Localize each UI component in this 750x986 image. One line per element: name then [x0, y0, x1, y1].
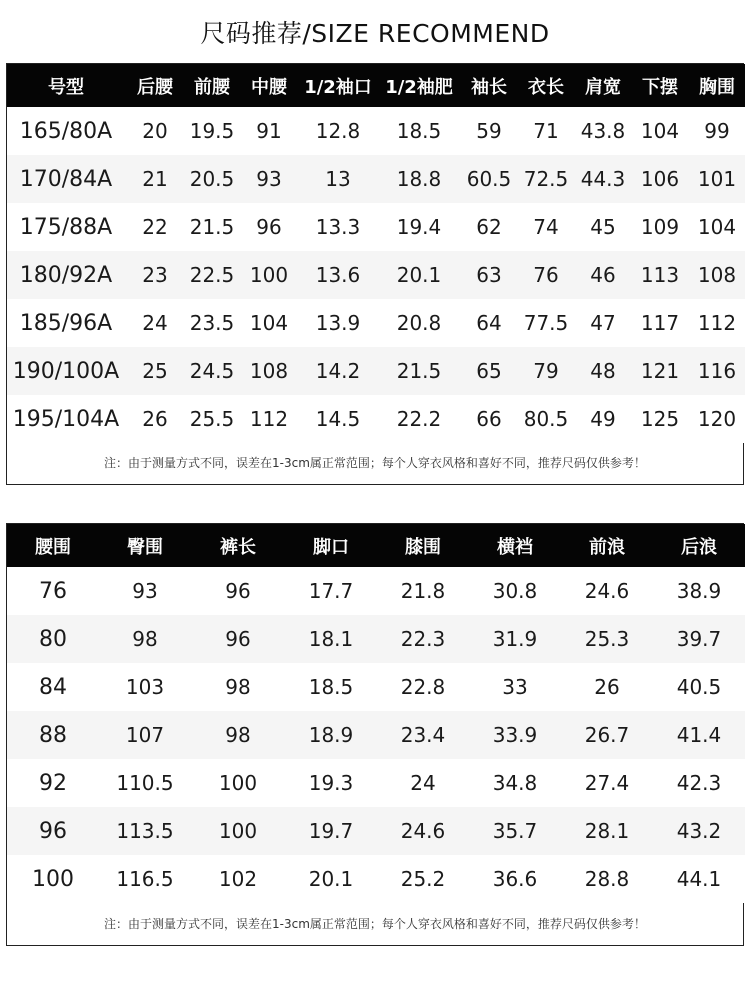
column-header: 衣长 [528, 76, 564, 98]
table-cell: 17.7 [285, 567, 377, 615]
table-cell: 38.9 [653, 567, 745, 615]
table-row [7, 347, 745, 395]
table-cell: 18.5 [377, 107, 461, 155]
pants-size-table-panel [6, 523, 744, 946]
table-cell: 19.7 [285, 807, 377, 855]
table-cell: 125 [631, 395, 689, 443]
table-cell: 112 [239, 395, 299, 443]
table-cell: 19.5 [185, 107, 239, 155]
table-cell: 24.5 [185, 347, 239, 395]
table-cell: 93 [99, 567, 191, 615]
table-cell: 106 [631, 155, 689, 203]
table-cell: 44.3 [575, 155, 631, 203]
size-label-cell: 80 [7, 615, 99, 663]
table-cell: 18.9 [285, 711, 377, 759]
table-cell: 21.5 [377, 347, 461, 395]
column-header: 前浪 [589, 536, 625, 558]
table-cell: 23 [125, 251, 185, 299]
table-cell: 79 [517, 347, 575, 395]
table-cell: 104 [239, 299, 299, 347]
table-cell: 35.7 [469, 807, 561, 855]
size-label-cell: 170/84A [7, 155, 125, 203]
table-cell: 25.3 [561, 615, 653, 663]
table-row [7, 711, 745, 759]
table-cell: 108 [239, 347, 299, 395]
table-row [7, 567, 745, 615]
column-header: 膝围 [405, 536, 441, 558]
table-cell: 31.9 [469, 615, 561, 663]
table-cell: 39.7 [653, 615, 745, 663]
table-cell: 108 [689, 251, 745, 299]
size-label-cell: 96 [7, 807, 99, 855]
table-cell: 49 [575, 395, 631, 443]
size-label-cell: 88 [7, 711, 99, 759]
table-cell: 113 [631, 251, 689, 299]
table-cell: 20 [125, 107, 185, 155]
table-cell: 26 [561, 663, 653, 711]
table-cell: 101 [689, 155, 745, 203]
table-cell: 117 [631, 299, 689, 347]
table-row [7, 203, 745, 251]
table-cell: 14.5 [299, 395, 377, 443]
table-cell: 26.7 [561, 711, 653, 759]
table-cell: 104 [689, 203, 745, 251]
table-cell: 110.5 [99, 759, 191, 807]
column-header: 1/2袖肥 [385, 76, 453, 98]
table-cell: 22.5 [185, 251, 239, 299]
table-cell: 100 [191, 807, 285, 855]
table-cell: 103 [99, 663, 191, 711]
table-cell: 28.8 [561, 855, 653, 903]
table-cell: 64 [461, 299, 517, 347]
table-cell: 18.5 [285, 663, 377, 711]
table-cell: 96 [191, 567, 285, 615]
table-cell: 109 [631, 203, 689, 251]
table-cell: 45 [575, 203, 631, 251]
table-cell: 22.2 [377, 395, 461, 443]
column-header: 后腰 [137, 76, 173, 98]
column-header: 臀围 [127, 536, 163, 558]
size-label-cell: 92 [7, 759, 99, 807]
table-cell: 13.6 [299, 251, 377, 299]
column-header: 中腰 [251, 76, 287, 98]
table-cell: 107 [99, 711, 191, 759]
table-cell: 43.8 [575, 107, 631, 155]
table-cell: 28.1 [561, 807, 653, 855]
top-size-table-panel [6, 63, 744, 485]
table-cell: 96 [239, 203, 299, 251]
size-label-cell: 180/92A [7, 251, 125, 299]
size-label-cell: 100 [7, 855, 99, 903]
table-cell: 13.3 [299, 203, 377, 251]
size-label-cell: 175/88A [7, 203, 125, 251]
table-cell: 99 [689, 107, 745, 155]
table-cell: 98 [191, 711, 285, 759]
column-header: 裤长 [220, 536, 256, 558]
table-cell: 48 [575, 347, 631, 395]
column-header: 下摆 [642, 76, 678, 98]
size-label-cell: 76 [7, 567, 99, 615]
page-title: 尺码推荐/SIZE RECOMMEND [200, 19, 550, 48]
table-cell: 112 [689, 299, 745, 347]
table-cell: 113.5 [99, 807, 191, 855]
table-cell: 33 [469, 663, 561, 711]
table-cell: 59 [461, 107, 517, 155]
table-cell: 116.5 [99, 855, 191, 903]
table-cell: 33.9 [469, 711, 561, 759]
table-cell: 25 [125, 347, 185, 395]
table-cell: 12.8 [299, 107, 377, 155]
table-header-row [7, 64, 745, 107]
table-cell: 13.9 [299, 299, 377, 347]
table-cell: 22.8 [377, 663, 469, 711]
table-cell: 27.4 [561, 759, 653, 807]
table-cell: 63 [461, 251, 517, 299]
column-header: 1/2袖口 [304, 76, 372, 98]
column-header: 胸围 [699, 76, 735, 98]
column-header: 号型 [48, 76, 84, 98]
table-row [7, 155, 745, 203]
table-cell: 24 [125, 299, 185, 347]
table-cell: 60.5 [461, 155, 517, 203]
table-cell: 40.5 [653, 663, 745, 711]
table-row [7, 615, 745, 663]
table-cell: 104 [631, 107, 689, 155]
table-cell: 13 [299, 155, 377, 203]
table-cell: 22.3 [377, 615, 469, 663]
table-cell: 42.3 [653, 759, 745, 807]
table-cell: 30.8 [469, 567, 561, 615]
table-cell: 23.4 [377, 711, 469, 759]
table-cell: 20.1 [285, 855, 377, 903]
table-row [7, 395, 745, 443]
table-cell: 66 [461, 395, 517, 443]
measurement-note: 注：由于测量方式不同，误差在1-3cm属正常范围；每个人穿衣风格和喜好不同，推荐尺码仅供参考！ [104, 917, 646, 931]
table-cell: 20.5 [185, 155, 239, 203]
column-header: 前腰 [194, 76, 230, 98]
table-cell: 23.5 [185, 299, 239, 347]
column-header: 脚口 [313, 536, 349, 558]
table-cell: 24 [377, 759, 469, 807]
table-cell: 65 [461, 347, 517, 395]
top-size-table [7, 64, 745, 443]
table-cell: 25.5 [185, 395, 239, 443]
table-cell: 100 [239, 251, 299, 299]
table-cell: 21.8 [377, 567, 469, 615]
table-cell: 98 [99, 615, 191, 663]
table-cell: 116 [689, 347, 745, 395]
table-cell: 46 [575, 251, 631, 299]
measurement-note: 注：由于测量方式不同，误差在1-3cm属正常范围；每个人穿衣风格和喜好不同，推荐尺码仅供参考！ [104, 456, 646, 470]
size-label-cell: 165/80A [7, 107, 125, 155]
size-label-cell: 84 [7, 663, 99, 711]
table-cell: 14.2 [299, 347, 377, 395]
column-header: 袖长 [471, 76, 507, 98]
table-cell: 71 [517, 107, 575, 155]
table-cell: 77.5 [517, 299, 575, 347]
table-cell: 98 [191, 663, 285, 711]
pants-size-table [7, 524, 745, 903]
table-cell: 20.8 [377, 299, 461, 347]
table-row [7, 251, 745, 299]
table-cell: 121 [631, 347, 689, 395]
table-cell: 24.6 [561, 567, 653, 615]
column-header: 腰围 [35, 536, 71, 558]
table-cell: 26 [125, 395, 185, 443]
table-cell: 24.6 [377, 807, 469, 855]
table-cell: 20.1 [377, 251, 461, 299]
size-label-cell: 190/100A [7, 347, 125, 395]
table-cell: 34.8 [469, 759, 561, 807]
table-header-row [7, 524, 745, 567]
table-cell: 80.5 [517, 395, 575, 443]
table-cell: 25.2 [377, 855, 469, 903]
table-cell: 41.4 [653, 711, 745, 759]
table-cell: 44.1 [653, 855, 745, 903]
table-cell: 18.8 [377, 155, 461, 203]
table-row [7, 299, 745, 347]
table-cell: 19.3 [285, 759, 377, 807]
table-cell: 19.4 [377, 203, 461, 251]
table-row [7, 107, 745, 155]
table-cell: 120 [689, 395, 745, 443]
table-cell: 72.5 [517, 155, 575, 203]
table-cell: 96 [191, 615, 285, 663]
size-label-cell: 185/96A [7, 299, 125, 347]
table-cell: 21.5 [185, 203, 239, 251]
table-cell: 62 [461, 203, 517, 251]
table-row [7, 759, 745, 807]
table-cell: 91 [239, 107, 299, 155]
column-header: 后浪 [681, 536, 717, 558]
table-cell: 100 [191, 759, 285, 807]
table-cell: 36.6 [469, 855, 561, 903]
table-cell: 93 [239, 155, 299, 203]
column-header: 横裆 [497, 536, 533, 558]
table-row [7, 855, 745, 903]
table-cell: 43.2 [653, 807, 745, 855]
table-cell: 47 [575, 299, 631, 347]
table-row [7, 807, 745, 855]
table-cell: 76 [517, 251, 575, 299]
table-cell: 102 [191, 855, 285, 903]
table-cell: 22 [125, 203, 185, 251]
column-header: 肩宽 [585, 76, 621, 98]
table-row [7, 663, 745, 711]
table-cell: 74 [517, 203, 575, 251]
size-label-cell: 195/104A [7, 395, 125, 443]
table-cell: 18.1 [285, 615, 377, 663]
table-cell: 21 [125, 155, 185, 203]
